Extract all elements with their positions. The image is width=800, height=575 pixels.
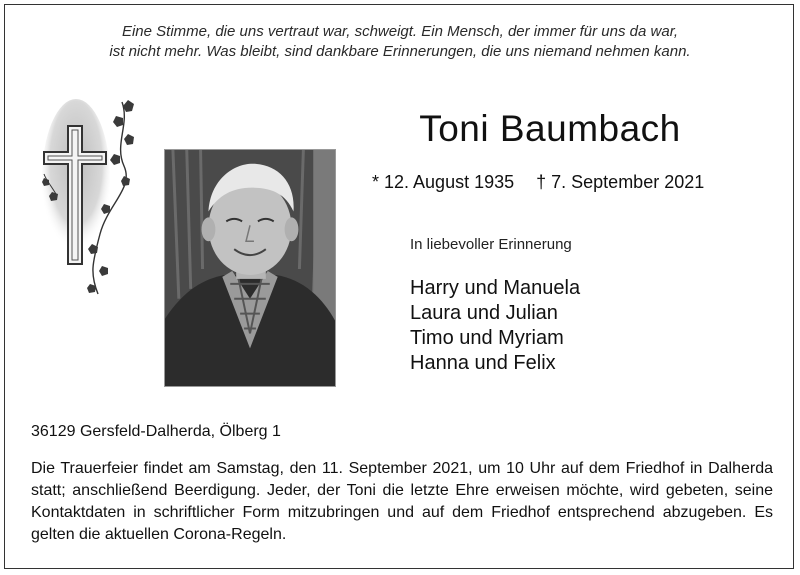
life-dates [372, 172, 704, 193]
birth-date: * 12. August 1935 [372, 172, 515, 192]
mourners-list [410, 276, 580, 376]
mourner-entry: Timo und Myriam [410, 327, 564, 349]
funeral-notice: Die Trauerfeier findet am Samstag, den 11. September 2021, um 10 Uhr auf dem Friedhof in Dalherda statt; anschließend Beerdigung. Jeder, der Toni die letzte Ehre erweisen möchte, wird gebeten, seine Kontaktdaten in schriftlicher Form mitzubringen und auf dem Friedhof entsprechend abzugeben. Es gelten die aktuellen Corona-Regeln. [31, 460, 773, 543]
memory-label: In liebevoller Erinnerung [410, 236, 572, 253]
mourner-entry: Laura und Julian [410, 302, 558, 324]
deceased-name: Toni Baumbach [419, 108, 681, 149]
intro-quote [30, 22, 770, 62]
death-date: † 7. September 2021 [536, 172, 705, 192]
mourner-entry: Harry und Manuela [410, 277, 581, 299]
intro-line-1: Eine Stimme, die uns vertraut war, schweigt. Ein Mensch, der immer für uns da war, [121, 23, 679, 40]
intro-line-2: ist nicht mehr. Was bleibt, sind dankbare Erinnerungen, die uns niemand nehmen kann. [109, 43, 691, 60]
cross-with-ivy-icon [34, 94, 144, 304]
address: 36129 Gersfeld-Dalherda, Ölberg 1 [31, 423, 281, 440]
portrait-photo [164, 149, 336, 387]
mourner-entry: Hanna und Felix [410, 352, 556, 374]
